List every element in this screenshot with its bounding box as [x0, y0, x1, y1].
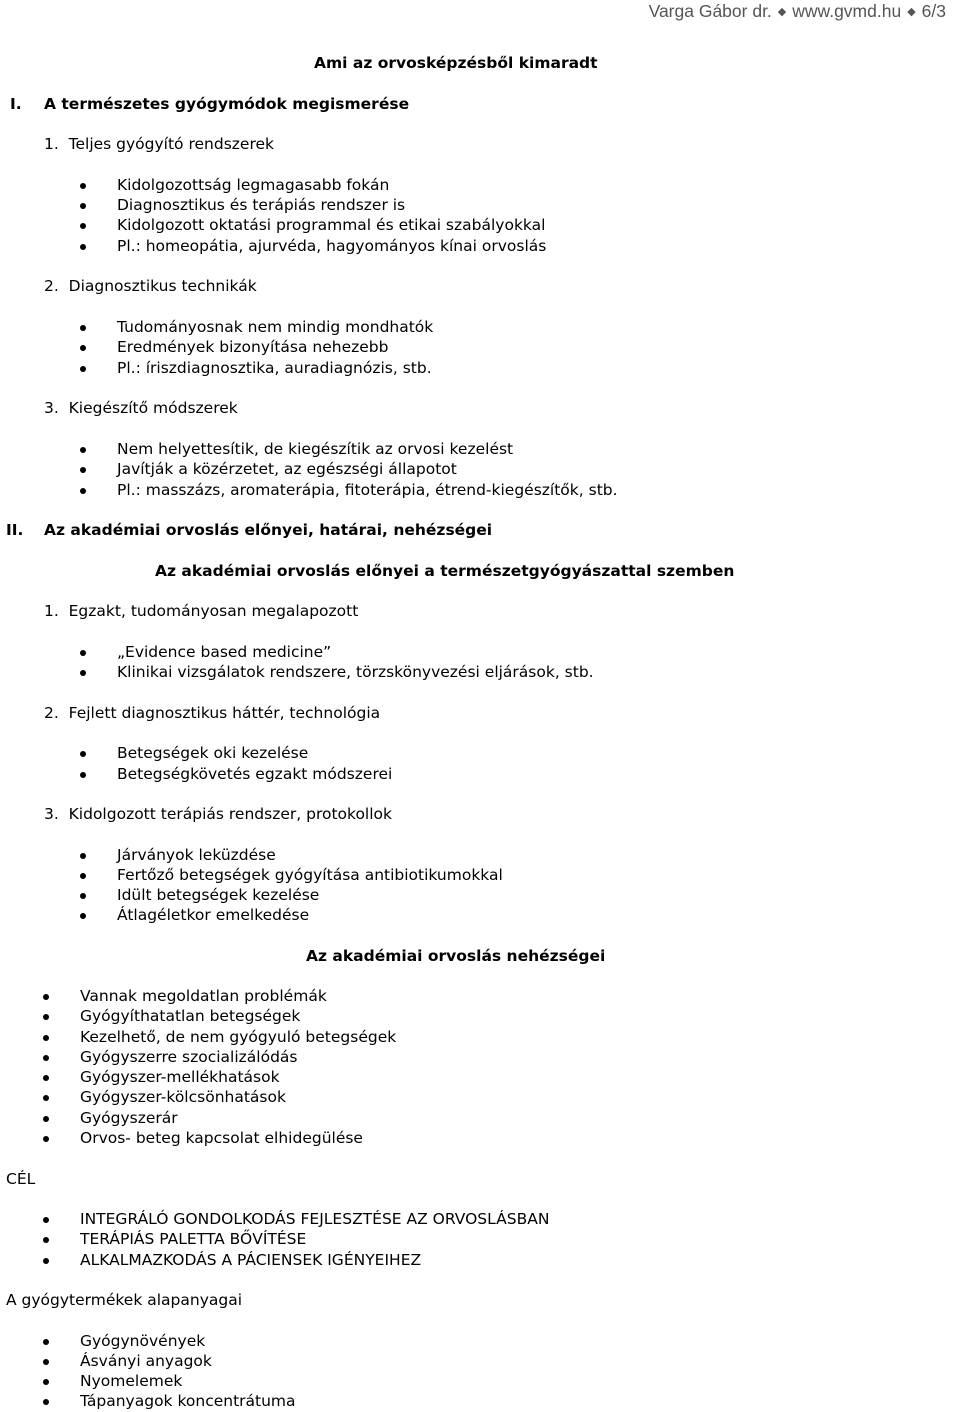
list-item: Gyógyszerár — [80, 1109, 178, 1127]
header-author: Varga Gábor dr. — [648, 1, 772, 21]
subsection-label: 1. Teljes gyógyító rendszerek — [44, 135, 274, 153]
diamond-icon: ◆ — [777, 6, 787, 18]
list-item: Klinikai vizsgálatok rendszere, törzskönyvezési eljárások, stb. — [117, 663, 594, 681]
section-1-title: A természetes gyógymódok megismerése — [44, 95, 410, 113]
list-item: Átlagéletkor emelkedése — [117, 906, 310, 924]
list-item: Pl.: íriszdiagnosztika, auradiagnózis, stb. — [117, 359, 432, 377]
page-header — [649, 0, 946, 23]
list-item: Pl.: homeopátia, ajurvéda, hagyományos kínai orvoslás — [117, 237, 547, 255]
section-2-title: Az akadémiai orvoslás előnyei, határai, nehézségei — [44, 521, 493, 539]
list-item: Nyomelemek — [80, 1372, 183, 1390]
section-2-subtitle: Az akadémiai orvoslás előnyei a természetgyógyászattal szemben — [155, 562, 735, 580]
document-title: Ami az orvosképzésből kimaradt — [314, 54, 598, 72]
section-2-number: II. — [6, 521, 24, 539]
section-1-number: I. — [10, 95, 22, 113]
materials-label: A gyógytermékek alapanyagai — [6, 1291, 243, 1309]
subsection-label: 1. Egzakt, tudományosan megalapozott — [44, 602, 359, 620]
list-item: Tudományosnak nem mindig mondhatók — [117, 318, 434, 336]
list-item: Pl.: masszázs, aromaterápia, fitoterápia, étrend-kiegészítők, stb. — [117, 481, 618, 499]
header-page: 6/3 — [921, 1, 946, 21]
list-item: Tápanyagok koncentrátuma — [80, 1392, 296, 1410]
list-item: Idült betegségek kezelése — [117, 886, 320, 904]
header-site: www.gvmd.hu — [792, 1, 902, 21]
list-item: TERÁPIÁS PALETTA BŐVÍTÉSE — [80, 1230, 307, 1248]
list-item: Diagnosztikus és terápiás rendszer is — [117, 196, 406, 214]
subsection-label: 2. Fejlett diagnosztikus háttér, technológia — [44, 704, 381, 722]
list-item: Gyógyszer-mellékhatások — [80, 1068, 280, 1086]
list-item: Gyógyíthatatlan betegségek — [80, 1007, 301, 1025]
list-item: Kidolgozottság legmagasabb fokán — [117, 176, 390, 194]
subsection-label: 2. Diagnosztikus technikák — [44, 277, 257, 295]
list-item: Járványok leküzdése — [117, 846, 276, 864]
difficulties-title: Az akadémiai orvoslás nehézségei — [306, 947, 606, 965]
list-item: Orvos- beteg kapcsolat elhidegülése — [80, 1129, 363, 1147]
subsection-label: 3. Kidolgozott terápiás rendszer, protokollok — [44, 805, 392, 823]
list-item: Betegségek oki kezelése — [117, 744, 309, 762]
goal-label: CÉL — [6, 1170, 36, 1188]
list-item: Eredmények bizonyítása nehezebb — [117, 338, 389, 356]
list-item: Ásványi anyagok — [80, 1352, 212, 1370]
list-item: Gyógyszer-kölcsönhatások — [80, 1088, 286, 1106]
list-item: Kidolgozott oktatási programmal és etikai szabályokkal — [117, 216, 546, 234]
list-item: Fertőző betegségek gyógyítása antibiotikumokkal — [117, 866, 503, 884]
list-item: INTEGRÁLÓ GONDOLKODÁS FEJLESZTÉSE AZ ORVOSLÁSBAN — [80, 1210, 550, 1228]
subsection-label: 3. Kiegészítő módszerek — [44, 399, 238, 417]
diamond-icon: ◆ — [907, 6, 916, 18]
list-item: Gyógyszerre szocializálódás — [80, 1048, 298, 1066]
list-item: ALKALMAZKODÁS A PÁCIENSEK IGÉNYEIHEZ — [80, 1251, 422, 1269]
list-item: Nem helyettesítik, de kiegészítik az orvosi kezelést — [117, 440, 514, 458]
list-item: Javítják a közérzetet, az egészségi állapotot — [117, 460, 457, 478]
list-item: Betegségkövetés egzakt módszerei — [117, 765, 393, 783]
list-item: Gyógynövények — [80, 1332, 206, 1350]
list-item: Kezelhető, de nem gyógyuló betegségek — [80, 1028, 397, 1046]
list-item: Vannak megoldatlan problémák — [80, 987, 327, 1005]
list-item: „Evidence based medicine” — [117, 643, 332, 661]
